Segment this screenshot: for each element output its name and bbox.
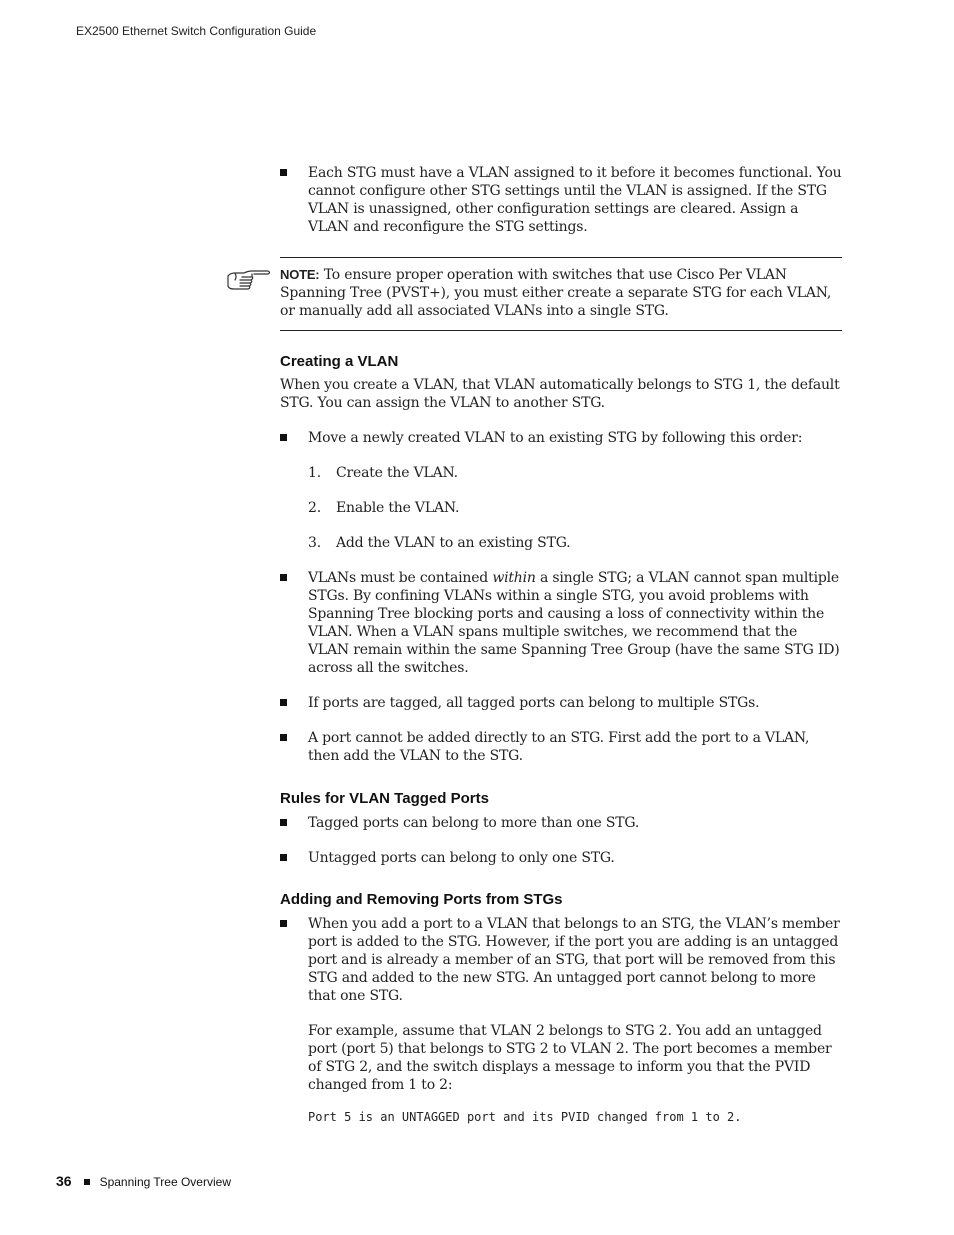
section-heading-adding-removing: Adding and Removing Ports from STGs [280,891,563,908]
square-bullet-icon [280,169,287,176]
paragraph: When you create a VLAN, that VLAN automatically belongs to STG 1, the default STG. You can assign the VLAN to another STG. [280,377,840,411]
square-bullet-icon [84,1179,90,1185]
note-bottom-rule [280,330,842,331]
paragraph: For example, assume that VLAN 2 belongs to STG 2. You add an untagged port (port 5) that belongs to STG 2 to VLAN 2. The port becomes a member of STG 2, and the switch displays a message to inform you that the PVID changed from 1 to 2: [308,1023,832,1093]
list-item: Each STG must have a VLAN assigned to it before it becomes functional. You cannot configure other STG settings until the VLAN is assigned. If the STG VLAN is unassigned, other configuration settings are cleared. Assign a VLAN and reconfigure the STG settings. [280,164,842,236]
list-item: Tagged ports can belong to more than one STG. [280,814,842,832]
square-bullet-icon [280,434,287,441]
list-item: Untagged ports can belong to only one STG. [280,849,842,867]
note-text: To ensure proper operation with switches that use Cisco Per VLAN Spanning Tree (PVST+), you must either create a separate STG for each VLAN, or manually add all associated VLANs into a single STG. [280,267,832,319]
list-item: If ports are tagged, all tagged ports can belong to multiple STGs. [280,694,842,712]
section-heading-rules: Rules for VLAN Tagged Ports [280,790,489,807]
note-label: NOTE: [280,267,320,282]
square-bullet-icon [280,920,287,927]
page-number: 36 [56,1173,72,1189]
numbered-step: 1. Create the VLAN. [308,465,458,481]
square-bullet-icon [280,574,287,581]
page-footer [56,1173,231,1191]
note-top-rule [280,257,842,258]
list-item: When you add a port to a VLAN that belongs to an STG, the VLAN’s member port is added to the STG. However, if the port you are adding is an untagged port and is already a member of an STG, that port will be removed from this STG and added to the new STG. An untagged port cannot belong to more that one STG. [280,915,842,1005]
code-sample: Port 5 is an UNTAGGED port and its PVID changed from 1 to 2. [308,1110,742,1124]
pointing-hand-icon [226,268,272,296]
footer-section-title: Spanning Tree Overview [99,1175,231,1189]
square-bullet-icon [280,819,287,826]
numbered-step: 2. Enable the VLAN. [308,500,460,516]
square-bullet-icon [280,854,287,861]
list-item: A port cannot be added directly to an STG. First add the port to a VLAN, then add the VLAN to the STG. [280,729,842,765]
note-box [280,266,842,320]
running-header: EX2500 Ethernet Switch Configuration Guide [76,24,317,38]
list-item: VLANs must be contained within a single STG; a VLAN cannot span multiple STGs. By confining VLANs within a single STG, you avoid problems with Spanning Tree blocking ports and causing a loss of connectivity within the VLAN. When a VLAN spans multiple switches, we recommend that the VLAN remain within the same Spanning Tree Group (have the same STG ID) across all the switches. [280,569,842,677]
list-item: Move a newly created VLAN to an existing STG by following this order: [280,429,842,447]
square-bullet-icon [280,699,287,706]
square-bullet-icon [280,734,287,741]
section-heading-creating-vlan: Creating a VLAN [280,353,399,370]
numbered-step: 3. Add the VLAN to an existing STG. [308,535,571,551]
